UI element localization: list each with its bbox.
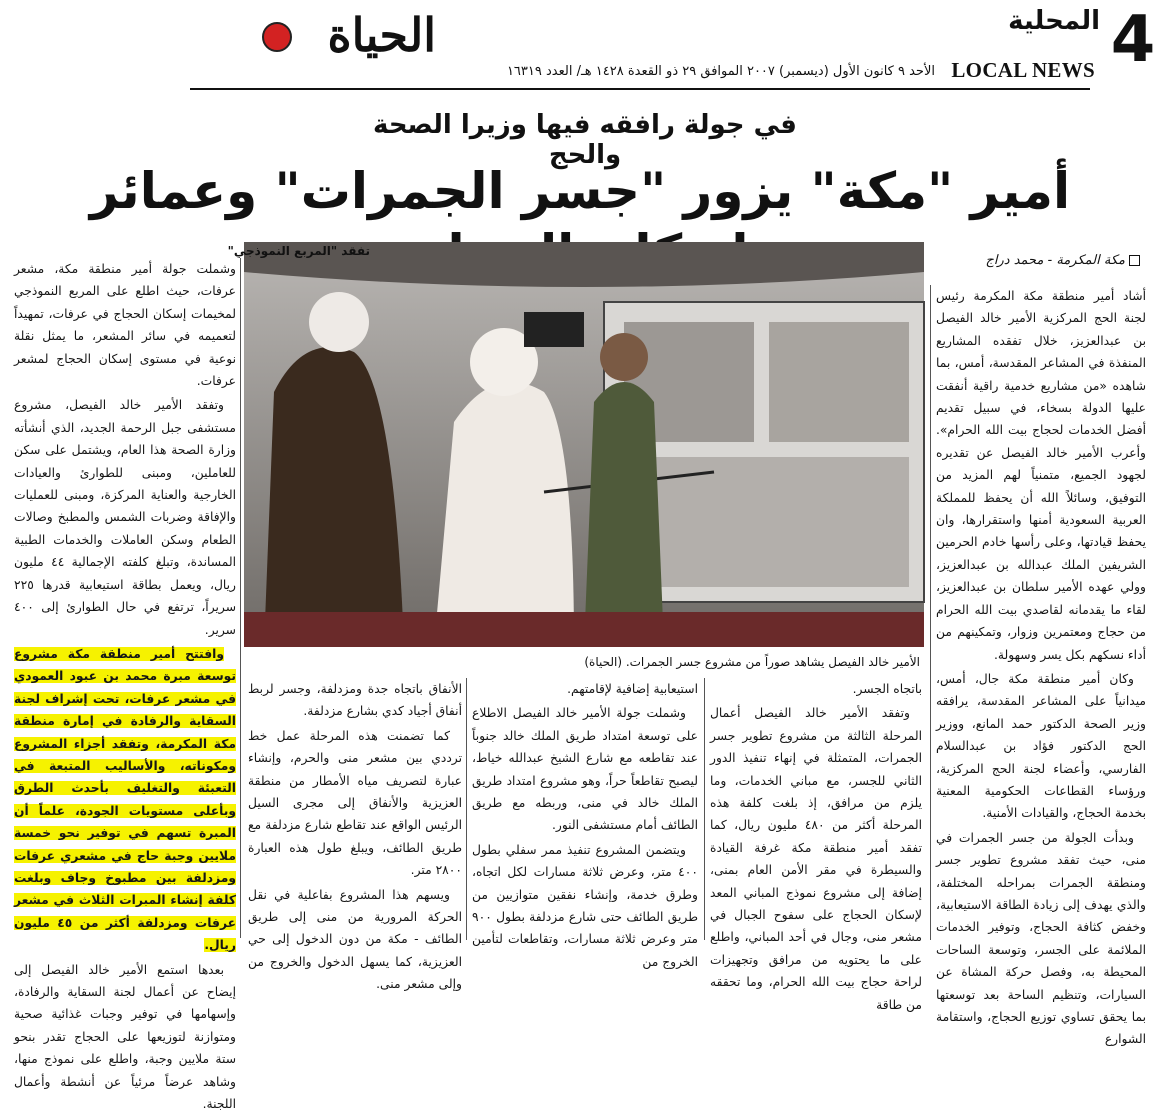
square-bullet-icon — [1129, 255, 1140, 266]
main-headline: أمير "مكة" يزور "جسر الجمرات" وعمائر — [89, 162, 1071, 220]
photo-caption: الأمير خالد الفيصل يشاهد صوراً من مشروع جسر الجمرات. (الحياة) — [584, 655, 920, 669]
paragraph: ويتضمن المشروع تنفيذ ممر سفلي بطول ٤٠٠ متر، وعرض ثلاثة مسارات لكل اتجاه، وطرق خدمة، وإنشاء نفقين متوازيين من طريق الطائف حتى شارع مزدلفة بطول ٩٠٠ متر وعرض ثلاثة مسارات، وتقاطعات لتأمين الخروج من — [472, 842, 698, 969]
paragraph: وشملت جولة الأمير خالد الفيصل الاطلاع على توسعة امتداد طريق الملك خالد جنوباً عند تقاطعه مع شارع الشيخ عبدالله خياط، ليصبح تقاطعاً حراً، وهو مشروع امتداد طريق الملك خالد في منى، وربطه مع طريق الطائف أمام مستشفى النور. — [472, 706, 698, 833]
paragraph: كما تضمنت هذه المرحلة عمل خط ترددي بين مشعر منى والحرم، وإنشاء عبارة لتصريف مياه الأمطار من منطقة العزيزية والأنفاق إلى مجرى السيل الرئيس الواقع عند تقاطع شارع مزدلفة مع طريق الطائف، ويبلغ طول هذه العبارة ٢٨٠٠ متر. — [248, 728, 462, 878]
masthead-divider — [190, 88, 1090, 90]
paragraph: ويسهم هذا المشروع بفاعلية في نقل الحركة المرورية من منى إلى طريق الطائف - مكة من دون الدخول إلى حي العزيزية، كما يسهل الدخول والخروج من وإلى مشعر منى. — [248, 887, 462, 992]
column-divider — [466, 678, 467, 940]
article-column-left — [14, 258, 236, 1112]
column-divider — [240, 258, 241, 938]
highlighted-paragraph: وافتتح أمير منطقة مكة مشروع توسعة مبرة محمد بن عبود العمودي في مشعر عرفات، تحت إشراف لجنة السقاية والرفادة في إمارة منطقة مكة المكرمة، وتفقد أجزاء المشروع ومكوناته، والأساليب المتبعة في التعبئة والتغليف بأحدث الطرق وبأعلى مستويات الجودة، علماً أن المبرة تسهم في توفير نحو خمسة ملايين وجبة حاج في مشعري عرفات ومزدلفة بين مطبوخ وجاف وبلغت كلفة إنشاء المبرات الثلاث في مشعر عرفات ومزدلفة أكثر من ٤٥ مليون ريال. — [14, 646, 236, 953]
paragraph: بعدها استمع الأمير خالد الفيصل إلى إيضاح عن أعمال لجنة السقاية والرفادة، وإسهامها في توفير وجبات غذائية صحية ومتوازنة لتوزيعها على الحجاج تقدر بنحو ستة ملايين وجبة، واطلع على نموذج منها، وشاهد عرضاً مرئياً عن أنشطة وأعمال اللجنة. — [14, 962, 236, 1112]
column-divider — [930, 285, 931, 940]
article-column-bottom-1 — [710, 678, 923, 1012]
paragraph: وشملت جولة أمير منطقة مكة، مشعر عرفات، حيث اطلع على المربع النموذجي لمخيمات إسكان الحجاج في عرفات، تمهيداً لتعميمه في سائر المشعر، ما يمثل نقلة نوعية في مستوى إسكان الحجاج لمشعر عرفات. — [14, 262, 236, 389]
paragraph: وبدأت الجولة من جسر الجمرات في منى، حيث تفقد مشروع تطوير جسر ومنطقة الجمرات بمراحله المختلفة، والذي يهدف إلى زيادة الطاقة الاستيعابية، وخفض كثافة الحجاج، وتوفير الخدمات الملائمة على الجسر، وتوسعة الساحات المحيطة به، وفصل حركة المشاة عن السيارات، وتنظيم الساحة بعد توسعتها بما يحقق تساوي توزيع الحجاج، واستقامة الشوارع — [936, 830, 1146, 1047]
paragraph: باتجاه الجسر. — [852, 682, 922, 696]
section-title-english: LOCAL NEWS — [951, 58, 1095, 82]
kicker-headline: في جولة رافقه فيها وزيرا الصحة والحج — [373, 110, 797, 170]
paragraph: استيعابية إضافية لإقامتهم. — [567, 682, 698, 696]
photo-illustration — [244, 242, 924, 647]
article-column-bottom-2 — [472, 678, 698, 969]
article-column-right — [936, 285, 1146, 1047]
paragraph: وتفقد الأمير خالد الفيصل، مشروع مستشفى جبل الرحمة الجديد، الذي أنشأته وزارة الصحة هذا العام، ويشتمل على سكن للعاملين، ومبنى للطوارئ والعيادات الخارجية والعناية المركزة، ومبنى للعمليات والإفاقة وضربات الشمس والمطبخ وصالات الطعام وسكن العاملات والخدمات الطبية المساندة، وتبلغ كلفته الإجمالية ٤٤ مليون ريال، ويعمل بطاقة استيعابية قدرها ٢٢٥ سريراً، ترتفع في حال الطوارئ إلى ٤٠٠ سرير. — [14, 398, 236, 637]
paragraph: أشاد أمير منطقة مكة المكرمة رئيس لجنة الحج المركزية الأمير خالد الفيصل بن عبدالعزيز، خلال تفقده المشاريع المنفذة في المشاعر المقدسة، أمس، بما شاهده «من مشاريع خدمية راقية أنفقت عليها الدولة بسخاء، في سبيل تقديم أفضل الخدمات لحجاج بيت الله الحرام». وأعرب الأمير خالد الفيصل عن تقديره لجهود الجميع، متمنياً لهم المزيد من التوفيق، وسائلاً الله أن يحفظ للمملكة العربية السعودية أمنها واستقرارها، وان يحفظ قيادتها، وعلى رأسها خادم الحرمين الشريفين الملك عبدالله بن عبدالعزيز، وولي عهده الأمير سلطان بن عبدالعزيز، لقاء ما يقدمانه لقاصدي بيت الله الحرام من حجاج ومعتمرين وزوار، وتمكينهم من أداء نسكهم بكل يسر وسهولة. — [936, 289, 1146, 662]
page-number: 4 — [1110, 3, 1156, 77]
news-photo — [244, 242, 924, 647]
globe-icon — [262, 22, 292, 52]
paragraph: الأنفاق باتجاه جدة ومزدلفة، وجسر لربط أنفاق أجياد كدي بشارع مزدلفة. — [248, 682, 462, 719]
logo-text: الحياة — [327, 8, 436, 62]
paragraph: وكان أمير منطقة مكة جال، أمس، ميدانياً على المشاعر المقدسة، يرافقه وزير الصحة الدكتور حمد المانع، ووزير الحج الدكتور فؤاد بن عبدالسلام الفارسي، وأعضاء لجنة الحج المركزية، ورؤساء القطاعات الحكومية المعنية بخدمة الحجاج، والقيادات الأمنية. — [936, 671, 1146, 821]
article-column-bottom-3 — [248, 678, 462, 992]
dateline: الأحد ٩ كانون الأول (ديسمبر) ٢٠٠٧ الموافق ٢٩ ذو القعدة ١٤٢٨ هـ/ العدد ١٦٣١٩ — [506, 64, 935, 79]
section-title-arabic: المحلية — [1008, 6, 1100, 36]
column-divider — [704, 678, 705, 940]
newspaper-logo — [236, 6, 436, 68]
paragraph: وتفقد الأمير خالد الفيصل أعمال المرحلة الثالثة من مشروع تطوير جسر الجمرات، المتمثلة في إنهاء تنفيذ الدور الثاني للجسر، مع مباني الخدمات، وما يلزم من مرافق، إذ بلغت كلفة هذه المرحلة أكثر من ٤٨٠ مليون ريال، كما تفقد أمير منطقة مكة غرفة القيادة والسيطرة في مقر الأمن العام بمنى، إضافة إلى مشروع نموذج المباني المعد لإسكان الحجاج على سفوح الجبال في مشعر منى، وجال في أحد المباني، واطلع على ما يحتويه من مرافق وتجهيزات لراحة حجاج بيت الله الحرام، وما تحققه من طاقة — [710, 706, 923, 1012]
byline — [930, 253, 1140, 268]
byline-text: مكة المكرمة - محمد دراج — [985, 253, 1125, 268]
subheading: تفقد "المربع النموذجي" — [227, 244, 370, 258]
